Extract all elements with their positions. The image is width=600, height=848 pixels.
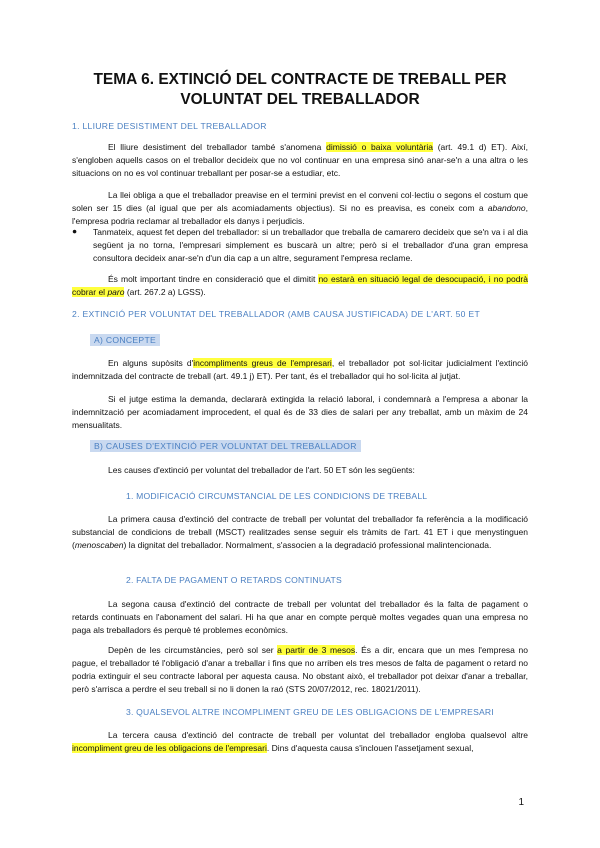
paragraph-2: La llei obliga a que el treballador preavise en el termini previst en el conveni col·lectiu o segons el costum que solen ser 15 dies (al igual que per als acomiadaments objectius). Si no es preavisa, es coneix com a abandono, l'empresa podria reclamar al treballador els danys i perjudicis. xyxy=(72,190,528,226)
paragraph-5: Si el jutge estima la demanda, declararà extingida la relació laboral, i condemnarà a l'empresa a abonar la indemnització per acomiadament improcedent, el qual és de 33 dies de salari per any treballat, amb un màxim de 24 mensualitats. xyxy=(72,394,528,430)
section-1-heading: 1. LLIURE DESISTIMENT DEL TREBALLADOR xyxy=(72,121,267,131)
paragraph-3: És molt important tindre en consideració que el dimitit no estarà en situació legal de desocupació, i no podrà cobrar el paro (art. 267.2 a) LGSS). xyxy=(72,274,528,297)
document-title: TEMA 6. EXTINCIÓ DEL CONTRACTE DE TREBALL PER VOLUNTAT DEL TREBALLADOR xyxy=(93,71,507,108)
subsection-a-heading: A) CONCEPTE xyxy=(90,334,160,346)
page-number: 1 xyxy=(518,797,524,808)
paragraph-4: En alguns supòsits d'incompliments greus de l'empresari, el treballador pot sol·licitar judicialment l'extinció indemnitzada del contracte de treball (art. 49.1 j) ET). Per tant, és el treballador qui ho sol·licita al jutjat. xyxy=(72,358,528,381)
paragraph-7: La primera causa d'extinció del contracte de treball per voluntat del treballador fa referència a la modificació substancial de condicions de treball (MSCT) realitzades sense seguir els tràmits de l'art. 41 ET i que menystinguen (menoscaben) la dignitat del treballador. Normalment, s'associen a la degradació professional malintencionada. xyxy=(72,514,528,550)
paragraph-6: Les causes d'extinció per voluntat del treballador de l'art. 50 ET són les següents: xyxy=(108,465,415,475)
paragraph-9: Depèn de les circumstàncies, però sol ser a partir de 3 mesos. És a dir, encara que un mes l'empresa no pague, el treballador té l'obligació d'anar a treballar i fins que no arriben els tres mesos de falta de pagament o retard no podria extinguir el seu contracte laboral per aquesta causa. No obstant això, el treballador pot deixar d'anar a treballar, però s'arrisca a perdre el seu treball si no li donen la raó (STS 20/07/2012, rec. 18021/2011). xyxy=(72,645,529,694)
paragraph-1: El lliure desistiment del treballador també s'anomena dimissió o baixa voluntària (art. 49.1 d) ET). Així, s'engloben aquells casos on el treballor decideix que no vol continuar en una empresa sinó anar-se'n a una altra o les situacions on no es vol continuar treballant per posar-se a estudiar, etc. xyxy=(72,142,528,178)
cause-3-heading: 3. QUALSEVOL ALTRE INCOMPLIMENT GREU DE LES OBLIGACIONS DE L'EMPRESARI xyxy=(126,707,494,717)
cause-2-heading: 2. FALTA DE PAGAMENT O RETARDS CONTINUATS xyxy=(126,575,342,585)
paragraph-8: La segona causa d'extinció del contracte de treball per voluntat del treballador és la falta de pagament o retards continuats en l'abonament del salari. Hi ha que anar en compte perquè moltes vegades quan una empresa no paga als treballadors és perquè té problemes econòmics. xyxy=(72,599,528,635)
subsection-b-heading: B) CAUSES D'EXTINCIÓ PER VOLUNTAT DEL TREBALLADOR xyxy=(90,440,361,452)
cause-1-heading: 1. MODIFICACIÓ CIRCUMSTANCIAL DE LES CONDICIONS DE TREBALL xyxy=(126,491,428,501)
paragraph-10: La tercera causa d'extinció del contracte de treball per voluntat del treballador engloba qualsevol altre incompliment greu de les obligacions de l'empresari. Dins d'aquesta causa s'inclouen l'assetjament sexual, xyxy=(72,730,528,753)
bullet-item: Tanmateix, aquest fet depen del treballador: si un treballador que treballa de camarero decideix que se'n va i al dia següent ja no torna, l'empresari simplement es buscarà un altre; però si el treballador d'una gran empresa consultora decideix anar-se'n d'un dia cap a un altre, segurament l'empresa reclame. xyxy=(93,227,528,263)
section-2-heading: 2. EXTINCIÓ PER VOLUNTAT DEL TREBALLADOR (AMB CAUSA JUSTIFICADA) DE L'ART. 50 ET xyxy=(72,309,480,319)
bullet-marker: ● xyxy=(72,226,78,236)
